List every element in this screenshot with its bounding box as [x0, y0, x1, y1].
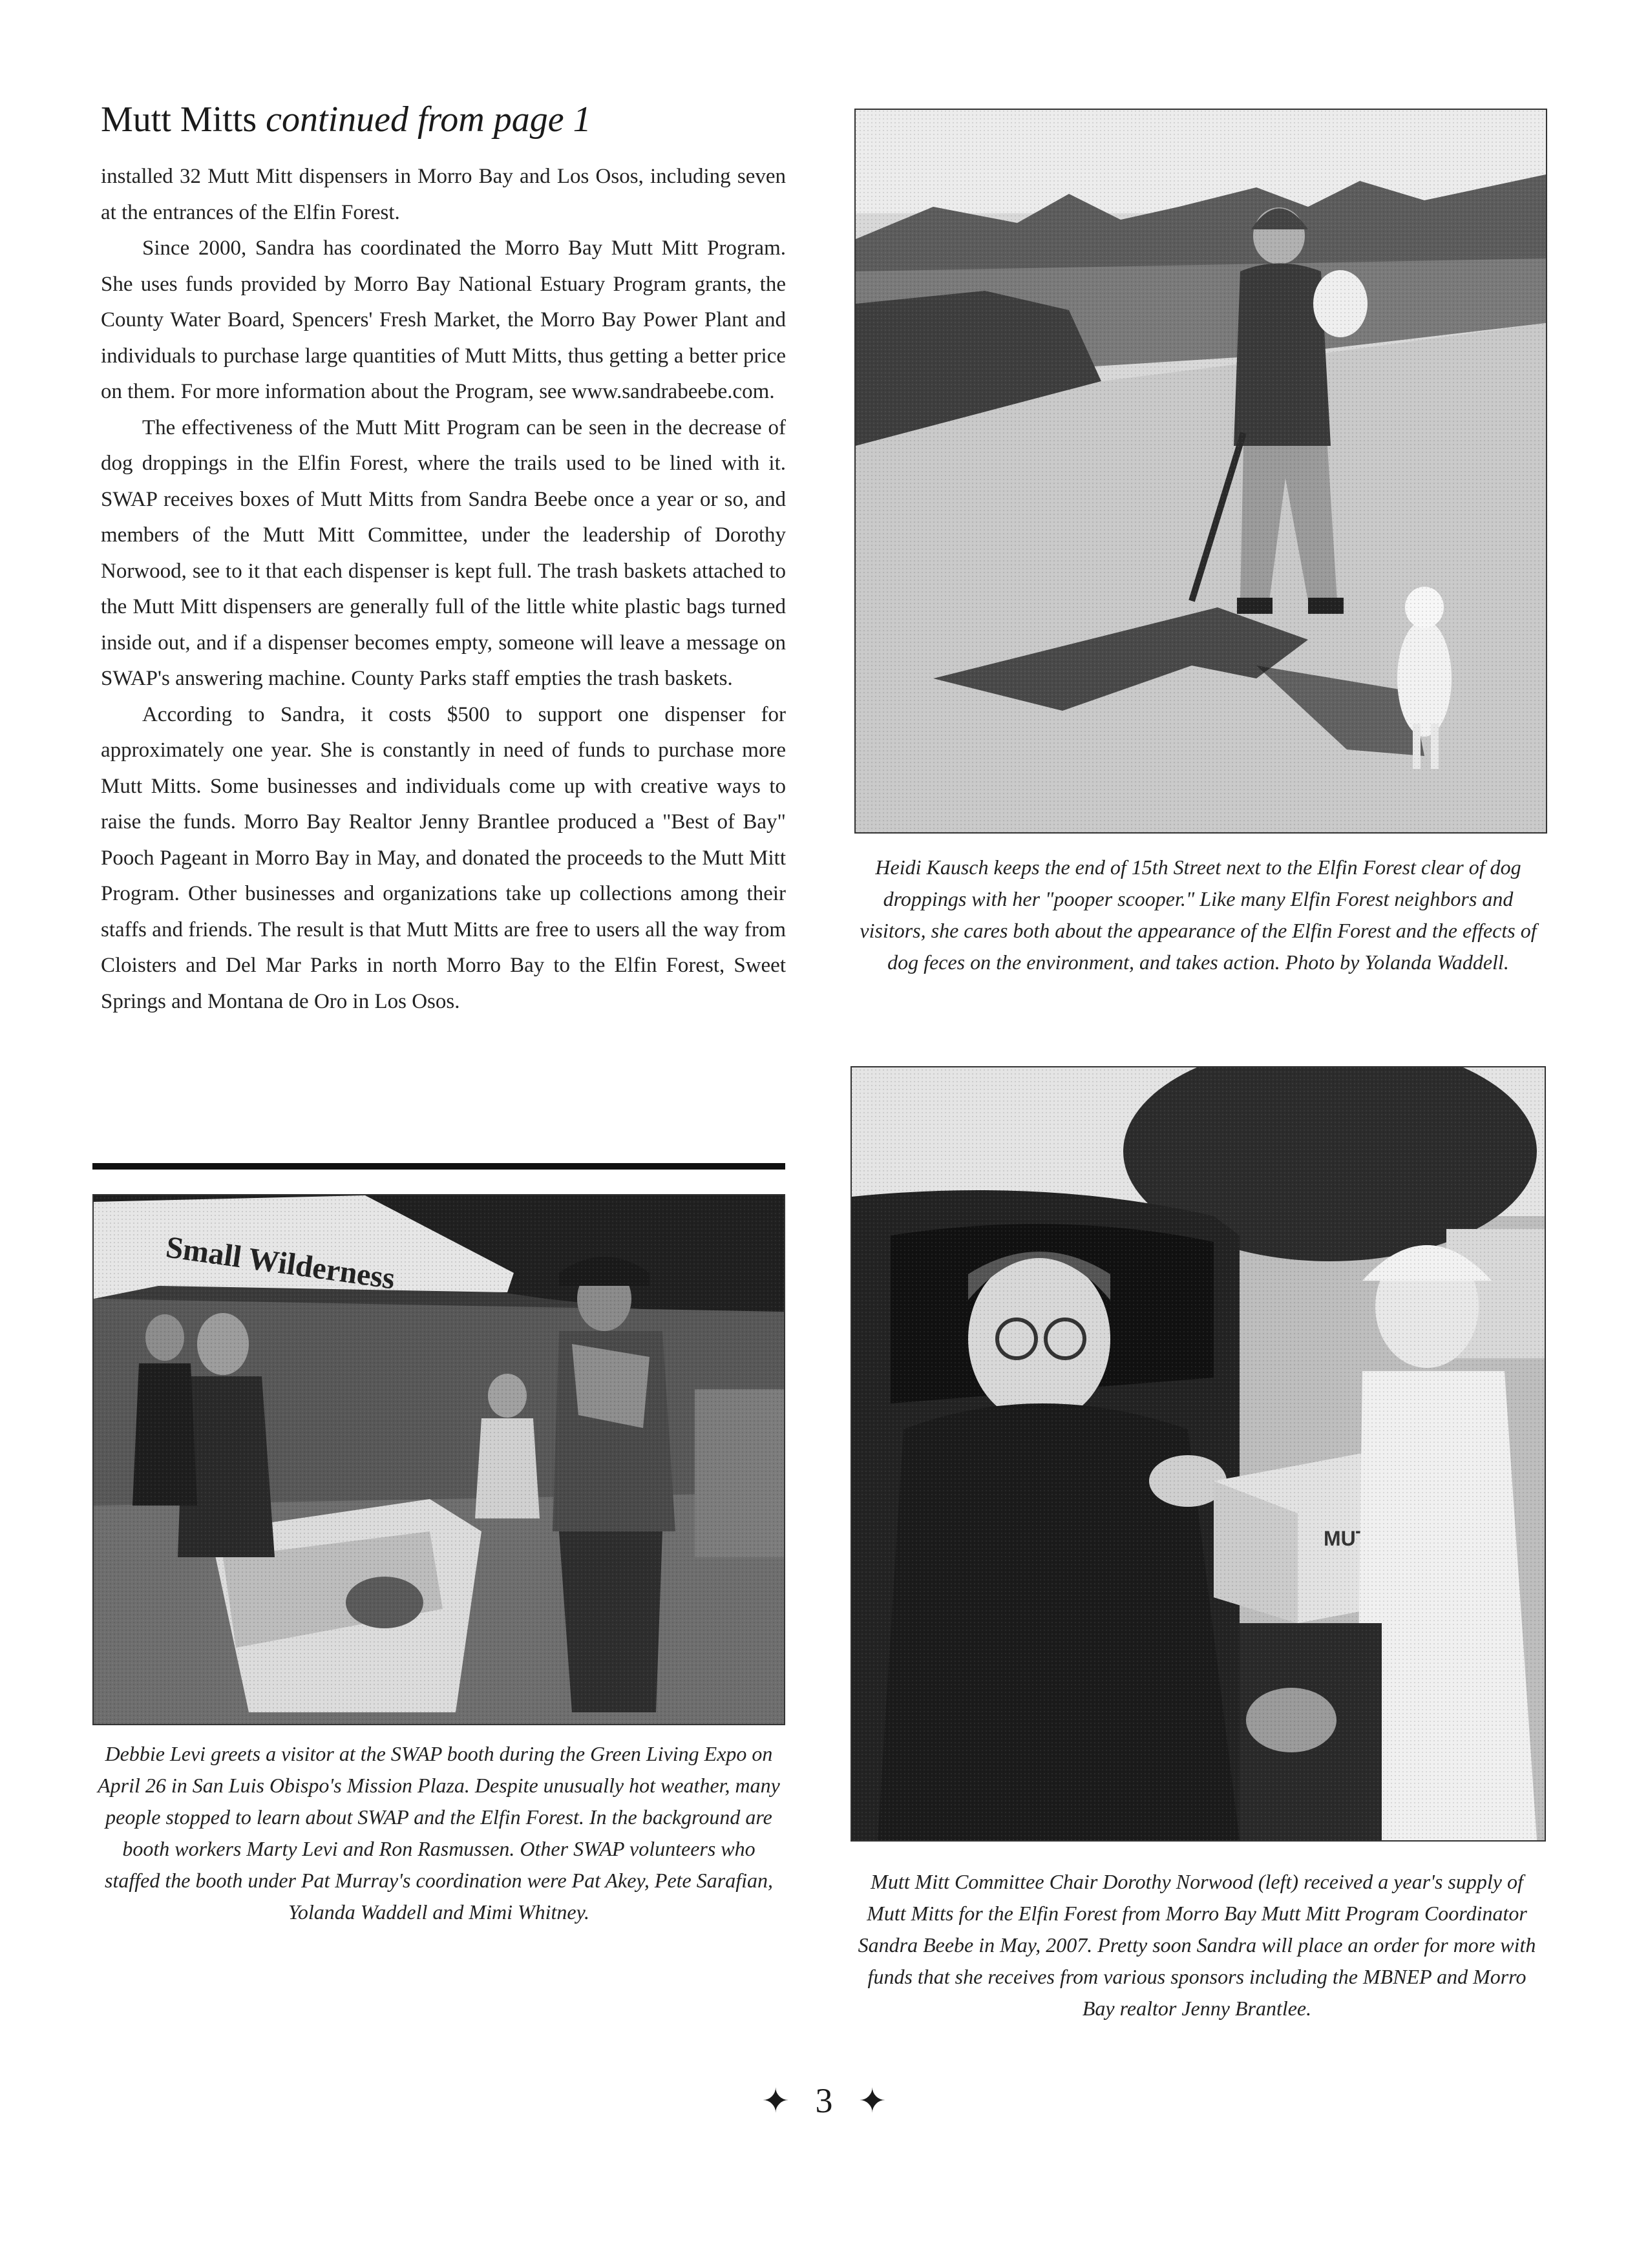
article-title: Mutt Mitts	[101, 100, 257, 140]
photo-box-image	[852, 1067, 1545, 1840]
caption-booth: Debbie Levi greets a visitor at the SWAP booth during the Green Living Expo on April 26 in San Luis Obispo's Mission Plaza. Despite unusually hot weather, many people stopped to learn about SWAP and the Elfin Forest. In the background are booth workers Marty Levi and Ron Rasmussen. Other SWAP volunteers who staffed the booth under Pat Murray's coordination were Pat Akey, Pete Sarafian, Yolanda Waddell and Mimi Whitney.	[98, 1742, 780, 1924]
photo-booth-image	[94, 1195, 784, 1724]
photo-heidi-image	[856, 110, 1546, 832]
page-number: 3	[815, 2081, 833, 2120]
paragraph-1: installed 32 Mutt Mitt dispensers in Morro Bay and Los Osos, including seven at the entrances of the Elfin Forest.	[101, 165, 786, 224]
continued-note: continued from page 1	[266, 100, 591, 140]
page-folio	[695, 2078, 953, 2124]
caption-heidi: Heidi Kausch keeps the end of 15th Street next to the Elfin Forest clear of dog droppings with her "pooper scooper." Like many Elfin Forest neighbors and visitors, she cares both about the appearance of the Elfin Forest and the effects of dog feces on the environment, and takes action. Photo by Yolanda Waddell.	[860, 856, 1537, 974]
ornament-left-icon: ✦	[761, 2082, 790, 2121]
caption-box: Mutt Mitt Committee Chair Dorothy Norwood (left) received a year's supply of Mutt Mitts for the Elfin Forest from Morro Bay Mutt Mitt Program Coordinator Sandra Beebe in May, 2007. Pretty soon Sandra will place an order for more with funds that she receives from various sponsors including the MBNEP and Morro Bay realtor Jenny Brantlee.	[858, 1870, 1536, 2020]
ornament-right-icon: ✦	[858, 2082, 887, 2121]
photo-mutt-mitt-box	[850, 1066, 1546, 1842]
paragraph-3: The effectiveness of the Mutt Mitt Program can be seen in the decrease of dog droppings in the Elfin Forest, where the trails used to be lined with it. SWAP receives boxes of Mutt Mitts from Sandra Beebe once a year or so, and members of the Mutt Mitt Committee, under the leadership of Dorothy Norwood, see to it that each dispenser is kept full. The trash baskets attached to the Mutt Mitt dispensers are generally full of the little white plastic bags turned inside out, and if a dispenser becomes empty, someone will leave a message on SWAP's answering machine. County Parks staff empties the trash baskets.	[101, 415, 786, 690]
photo-heidi-kausch	[854, 109, 1547, 834]
article-body	[101, 159, 786, 1020]
paragraph-2: Since 2000, Sandra has coordinated the Morro Bay Mutt Mitt Program. She uses funds provided by Morro Bay National Estuary Program grants, the County Water Board, Spencers' Fresh Market, the Morro Bay Power Plant and individuals to purchase large quantities of Mutt Mitts, thus getting a better price on them. For more information about the Program, see www.sandrabeebe.com.	[101, 236, 786, 403]
photo-swap-booth	[92, 1194, 785, 1725]
paragraph-4: According to Sandra, it costs $500 to support one dispenser for approximately one year. She is constantly in need of funds to purchase more Mutt Mitts. Some businesses and individuals come up with creative ways to raise the funds. Morro Bay Realtor Jenny Brantlee produced a "Best of Bay" Pooch Pageant in Morro Bay in May, and donated the proceeds to the Mutt Mitt Program. Other businesses and organizations take up collections among their staffs and friends. The result is that Mutt Mitts are free to users all the way from Cloisters and Del Mar Parks in north Morro Bay to the Elfin Forest, Sweet Springs and Montana de Oro in Los Osos.	[101, 702, 786, 1013]
section-divider	[92, 1163, 785, 1170]
article-headline	[101, 97, 799, 142]
